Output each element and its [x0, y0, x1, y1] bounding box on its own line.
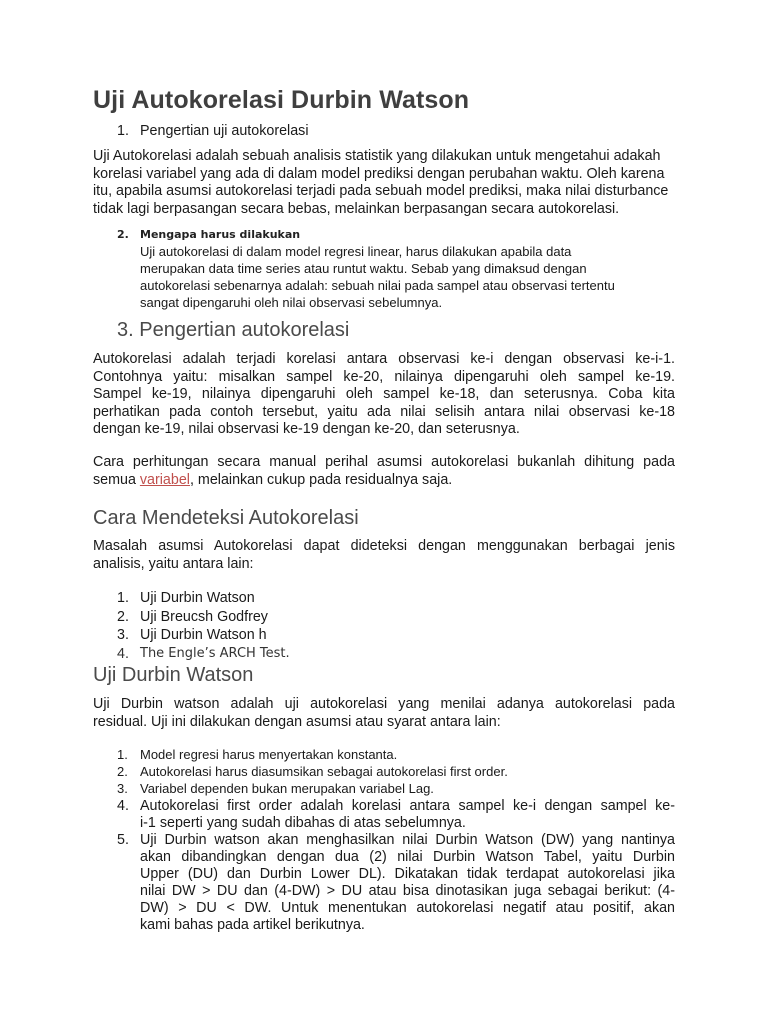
variabel-link[interactable]: variabel — [139, 471, 190, 488]
list-text-line: DW) > DU < DW. Untuk menentukan autokorelasi negatif atau positif, akan — [140, 900, 675, 916]
text-line: Sampel ke-19, nilainya dipengaruhi oleh sampel ke-18, dan seterusnya. Coba kita — [93, 386, 675, 402]
section3-heading: 3. Pengertian autokorelasi — [117, 319, 350, 341]
list-item — [117, 763, 677, 780]
list-text-line: Uji Durbin watson akan menghasilkan nilai Durbin Watson (DW) yang nantinya — [140, 832, 675, 848]
list-text: Model regresi harus menyertakan konstanta. — [140, 747, 398, 762]
list-text-line: Autokorelasi first order adalah korelasi antara sampel ke-i dengan sampel ke- — [140, 798, 675, 814]
text-line: analisis, yaitu antara lain: — [93, 555, 254, 572]
text-line: autokorelasi sebenarnya adalah: sebuah nilai pada sampel atau observasi tertentu — [140, 278, 615, 293]
section2-heading: Mengapa harus dilakukan — [140, 228, 301, 241]
list-text-line: Upper (DU) dan Durbin Lower DL). Dikatakan tidak terdapat autokorelasi jika — [140, 866, 675, 882]
list-text: Uji Durbin Watson — [140, 590, 255, 606]
section4-heading: Cara Mendeteksi Autokorelasi — [93, 507, 359, 529]
text-run: semua — [93, 471, 140, 488]
list-text-line: kami bahas pada artikel berikutnya. — [140, 917, 365, 933]
list-number: 4. — [117, 798, 129, 814]
section1-heading: Pengertian uji autokorelasi — [140, 123, 309, 139]
list-text: Uji Breucsh Godfrey — [140, 608, 268, 625]
text-line: tidak lagi berpasangan secara bebas, melainkan berpasangan secara autokorelasi. — [93, 200, 620, 217]
list-item — [117, 645, 657, 664]
text-run: , melainkan cukup pada residualnya saja. — [189, 471, 453, 488]
text-line: Uji autokorelasi di dalam model regresi linear, harus dilakukan apabila data — [140, 244, 572, 259]
list-number: 2. — [117, 608, 129, 625]
list-text-line: nilai DW > DU dan (4-DW) > DU atau bisa dinotasikan juga sebagai berikut: (4- — [140, 883, 675, 899]
text-line: dengan ke-19, nilai observasi ke-19 dengan ke-20, dan seterusnya. — [93, 421, 520, 437]
text-line: Masalah asumsi Autokorelasi dapat dideteksi dengan menggunakan berbagai jenis — [93, 538, 675, 554]
list-text-line: i-1 seperti yang sudah dibahas di atas sebelumnya. — [140, 815, 466, 831]
list-text: Uji Durbin Watson h — [140, 627, 267, 643]
section5-heading: Uji Durbin Watson — [93, 664, 254, 686]
list-number: 3. — [117, 781, 128, 796]
durbin-watson-assumptions-list — [117, 746, 677, 936]
text-line: residual. Uji ini dilakukan dengan asumsi atau syarat antara lain: — [93, 713, 501, 730]
list-number: 2. — [117, 764, 128, 779]
list-item — [117, 589, 657, 608]
section3-paragraph2 — [93, 454, 675, 489]
section2-number: 2. — [117, 228, 129, 241]
text-line: perhatikan pada contoh tersebut, yaitu ada nilai selisih antara nilai observasi ke-18 — [93, 403, 675, 420]
text-line: Uji Autokorelasi adalah sebuah analisis statistik yang dilakukan untuk mengetahui adakah — [93, 148, 661, 164]
list-item — [117, 798, 677, 832]
list-number: 3. — [117, 627, 129, 643]
list-number: 1. — [117, 747, 128, 762]
list-number: 4. — [117, 645, 129, 662]
section4-paragraph — [93, 538, 675, 573]
text-line: Uji Durbin watson adalah uji autokorelasi yang menilai adanya autokorelasi pada — [93, 696, 675, 712]
section1-number: 1. — [117, 123, 129, 139]
list-text: Autokorelasi harus diasumsikan sebagai autokorelasi first order. — [140, 764, 508, 779]
section2-paragraph — [140, 243, 680, 311]
list-number: 1. — [117, 590, 129, 606]
section5-paragraph — [93, 696, 675, 731]
text-line: merupakan data time series atau runtut waktu. Sebab yang dimaksud dengan — [140, 261, 587, 276]
list-text-line: akan dibandingkan dengan dua (2) nilai Durbin Watson Tabel, yaitu Durbin — [140, 849, 675, 865]
section3-paragraph — [93, 351, 675, 439]
text-line: Cara perhitungan secara manual perihal asumsi autokorelasi bukanlah dihitung pada — [93, 454, 675, 470]
list-item — [117, 832, 677, 936]
text-line: Autokorelasi adalah terjadi korelasi antara observasi ke-i dengan observasi ke-i-1. — [93, 351, 675, 367]
text-line: korelasi variabel yang ada di dalam model prediksi dengan perubahan waktu. Oleh karena — [93, 165, 665, 182]
list-text: Variabel dependen bukan merupakan variabel Lag. — [140, 781, 434, 796]
page-title: Uji Autokorelasi Durbin Watson — [93, 86, 470, 114]
list-item — [117, 746, 677, 763]
detection-methods-list — [117, 589, 657, 663]
list-item — [117, 608, 657, 627]
text-line: itu, apabila asumsi autokorelasi terjadi pada sebuah model prediksi, maka nilai disturbance — [93, 183, 669, 199]
list-item — [117, 780, 677, 798]
section1-paragraph — [93, 148, 675, 218]
text-line — [93, 472, 675, 490]
list-text: The Engle’s ARCH Test. — [140, 645, 290, 661]
list-number: 5. — [117, 832, 129, 848]
text-line: Contohnya yaitu: misalkan sampel ke-20, nilainya dipengaruhi oleh sampel ke-19. — [93, 368, 675, 385]
list-item — [117, 626, 657, 645]
text-line: sangat dipengaruhi oleh nilai observasi sebelumnya. — [140, 295, 443, 310]
